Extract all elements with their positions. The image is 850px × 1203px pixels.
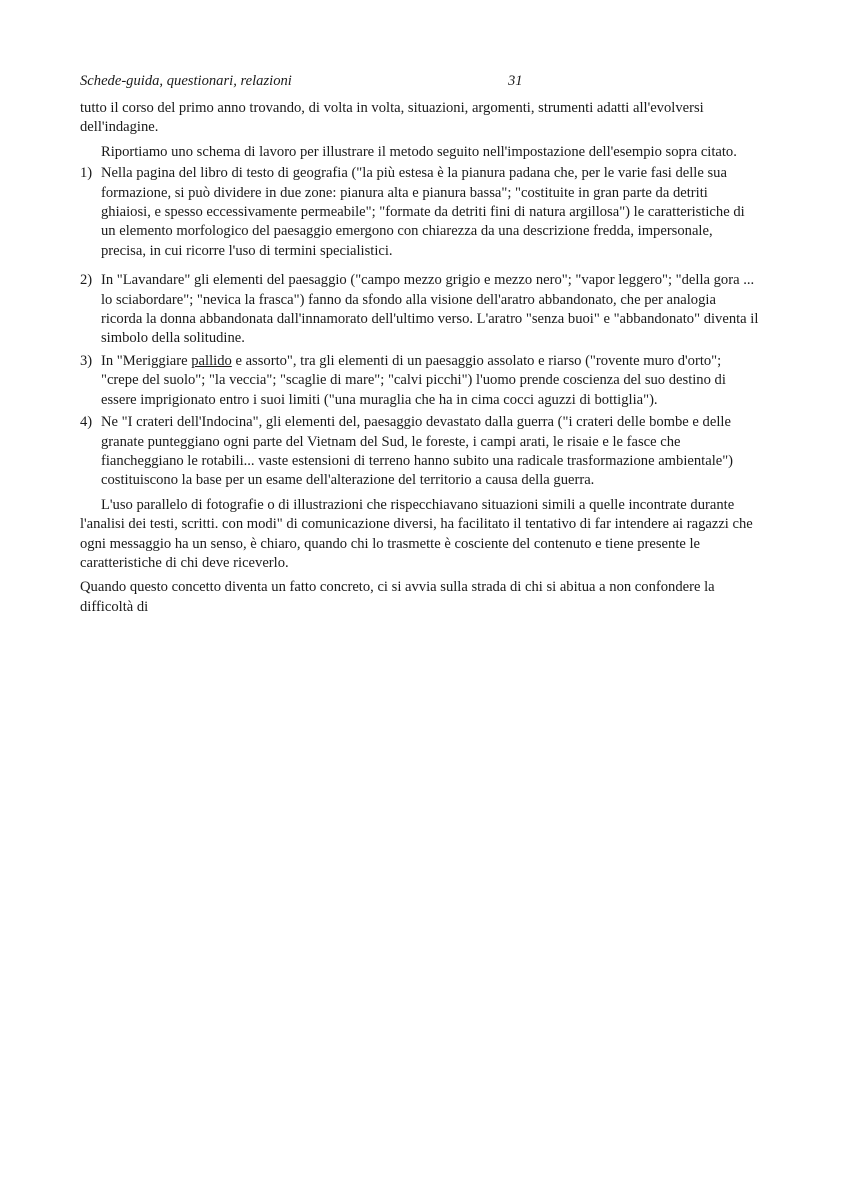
list-item-number: 3)	[80, 352, 93, 369]
paragraph-continuation: tutto il corso del primo anno trovando, di volta in volta, situazioni, argomenti, strumenti adatti all'evolversi dell'indagine.	[80, 100, 704, 136]
underlined-word: pallido	[191, 352, 232, 369]
list-item-text: Ne "I crateri dell'Indocina", gli elementi del, paesaggio devastato dalla guerra ("i crateri delle bombe e delle granate punteggiano ogni parte del Vietnam del Sud, le foreste, i campi arati, le risaie e le fasce che fiancheggiano le rotabili... vaste estensioni di terreno hanno subito una radicale trasformazione ambientale") costituiscono la base per un esame dell'alterazione del territorio a causa della guerra.	[101, 414, 734, 489]
list-item-4	[80, 413, 760, 491]
list-item-3	[80, 352, 760, 410]
list-item-text-after: e assorto", tra gli elementi di un paesaggio assolato e riarso ("rovente muro d'orto"; "crepe del suolo"; "la veccia"; "scaglie di mare"; "calvi picchi") l'uomo prende coscienza del suo destino di essere imprigionato entro i suoi limiti ("una muraglia che ha in cima cocci aguzzi di bottiglia").	[101, 352, 726, 408]
paragraph-conclusion: Quando questo concetto diventa un fatto concreto, ci si avvia sulla strada di chi si abitua a non confondere la difficoltà di	[80, 579, 715, 615]
list-item-number: 1)	[80, 165, 93, 182]
list-item-number: 4)	[80, 414, 93, 431]
list-item-2	[80, 271, 760, 349]
page-number: 31	[508, 73, 523, 89]
running-header	[80, 72, 770, 92]
numbered-list	[80, 164, 760, 491]
list-item-1	[80, 164, 760, 261]
list-item-text: In "Lavandare" gli elementi del paesaggio ("campo mezzo grigio e mezzo nero"; "vapor leggero"; "della gora ... lo sciabordare"; "nevica la frasca") fanno da sfondo alla visione dell'aratro abbandonato, che per analogia ricorda la donna abbandonata dall'innamorato dell'ultimo verso. L'aratro "senza buoi" e "abbandonato" diventa il simbolo della solitudine.	[101, 272, 759, 347]
paragraph-intro-schema: Riportiamo uno schema di lavoro per illustrare il metodo seguito nell'impostazione dell'esempio sopra citato.	[101, 143, 737, 160]
list-item-text-before: In "Meriggiare	[101, 352, 192, 369]
paragraph-photos: L'uso parallelo di fotografie o di illustrazioni che rispecchiavano situazioni simili a quelle incontrate durante l'analisi dei testi, scritti. con modi" di comunicazione diversi, ha facilitato il tentativo di far intendere ai ragazzi che ogni messaggio ha un senso, è chiaro, quando chi lo trasmette è cosciente del contenuto e tiene presente le caratteristiche di chi deve riceverlo.	[80, 496, 753, 571]
list-item-number: 2)	[80, 272, 93, 289]
list-item-text: Nella pagina del libro di testo di geografia ("la più estesa è la pianura padana che, per le varie fasi delle sua formazione, si può dividere in due zone: pianura alta e pianura bassa"; "costituite in gran parte da detriti ghiaiosi, e spesso eccessivamente permeabile"; "formate da detriti fini di natura argillosa") le caratteristiche di un elemento morfologico del paesaggio emergono con chiarezza da una descrizione fredda, impersonale, precisa, in cui ricorre l'uso di termini specialistici.	[101, 165, 745, 259]
running-title: Schede-guida, questionari, relazioni	[80, 73, 292, 89]
body-text	[80, 99, 760, 617]
